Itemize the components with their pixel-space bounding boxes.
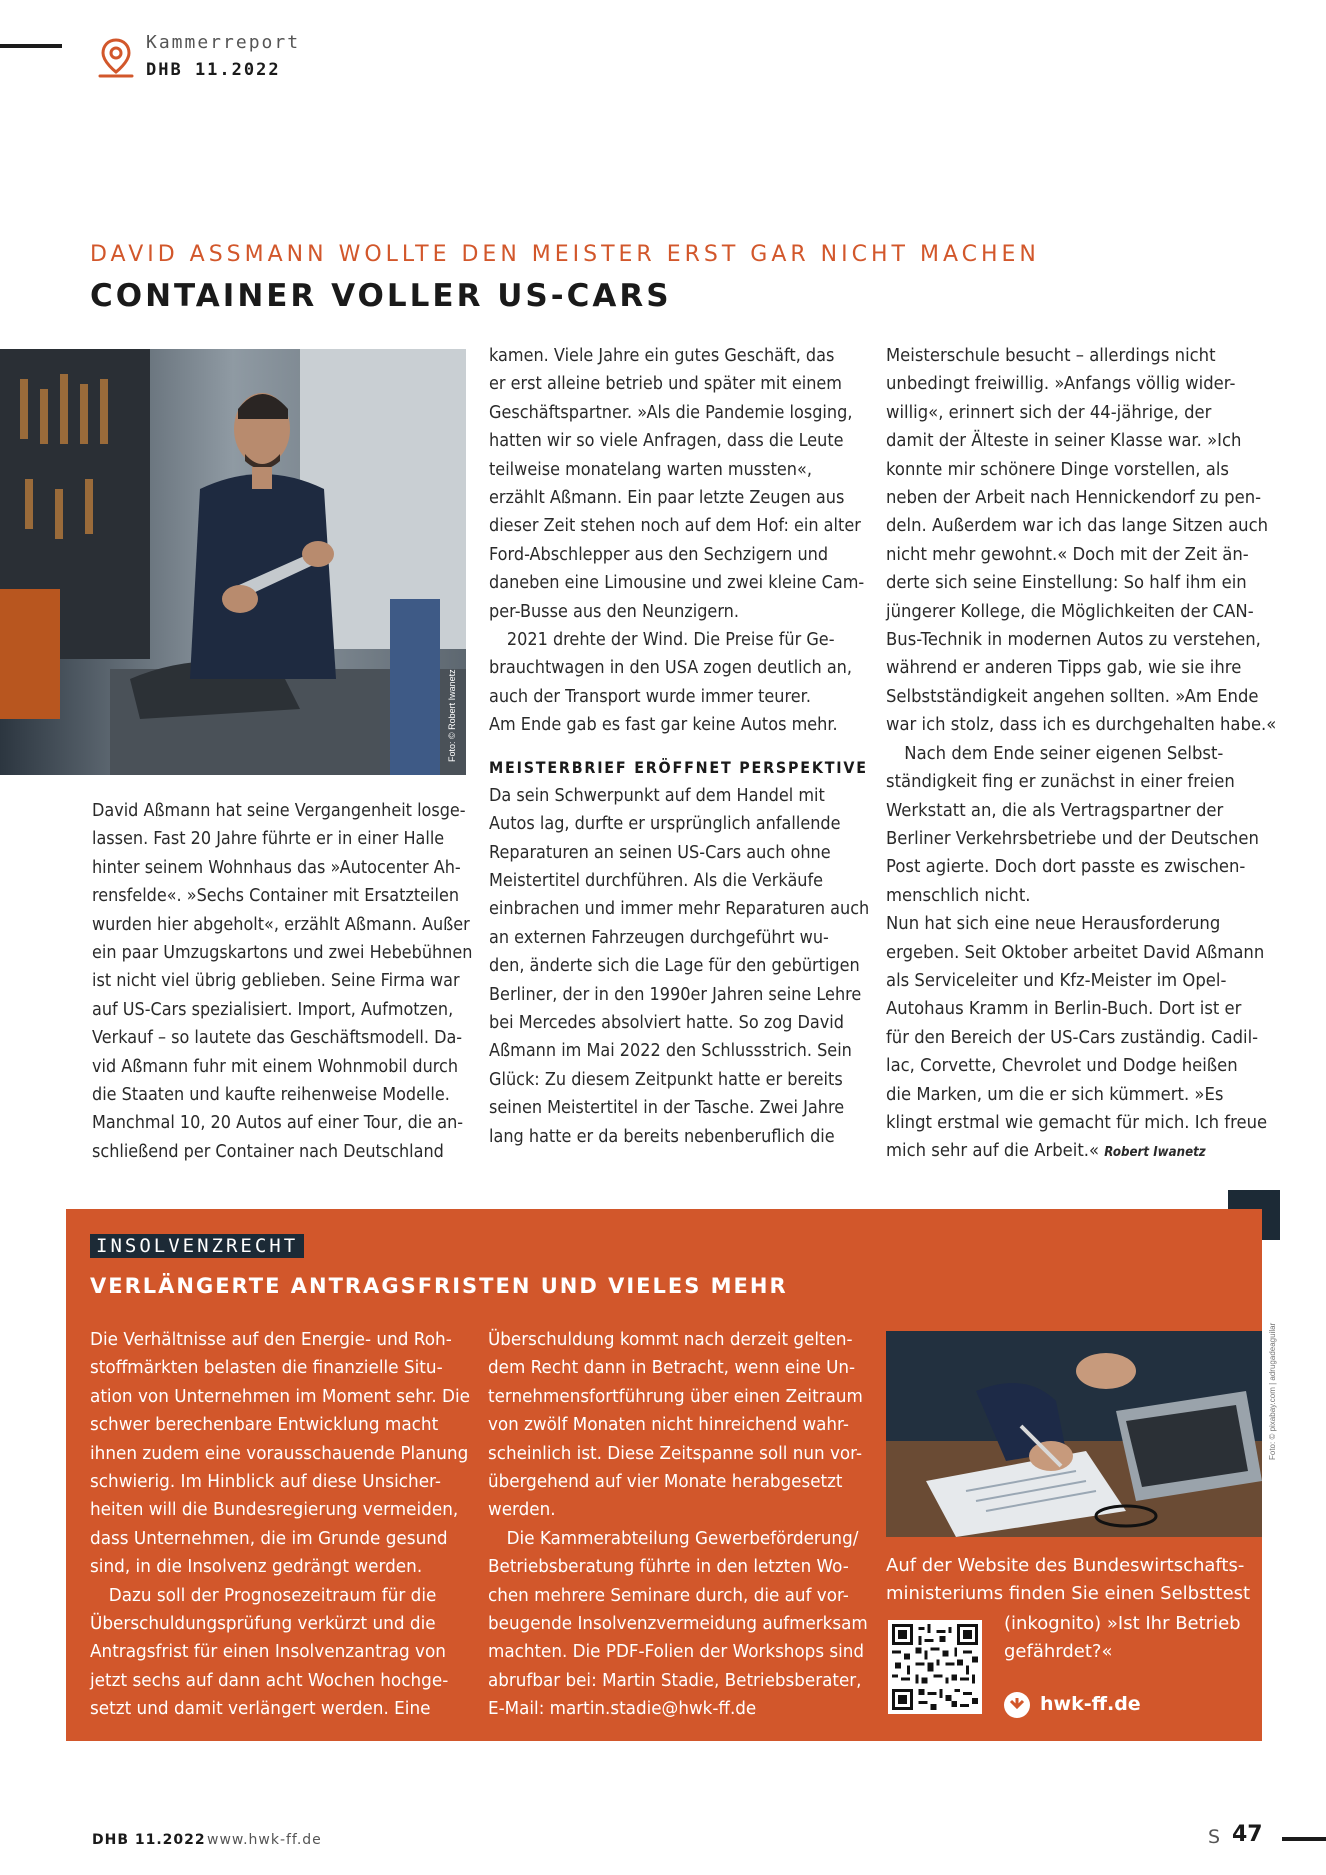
header-rule	[0, 44, 62, 48]
article-paragraph: Nun hat sich eine neue Herausforderung ergeben. Seit Oktober arbeitet David Aßmann als Serviceleiter und Kfz-Meister im Opel- Autohaus Kramm in Berlin-Buch. Dort ist er für den Bereich der US-Cars zuständig. Cadil- lac, Corvette, Chevrolet und Dodge heißen die Marken, um die er sich kümmert. »Es klingt erstmal wie gemacht für mich. Ich freue mich sehr auf die Arbeit.«	[886, 913, 1268, 1162]
footer-url[interactable]: www.hwk-ff.de	[207, 1832, 322, 1848]
article-photo	[0, 349, 466, 775]
article-kicker: DAVID ASSMANN WOLLTE DEN MEISTER ERST GAR NICHT MACHEN	[90, 242, 1040, 267]
article-photo-credit: Foto: © Robert Iwanetz	[447, 669, 457, 762]
box-tag: INSOLVENZRECHT	[90, 1234, 304, 1258]
box-column-2	[488, 1326, 868, 1724]
box-paragraph: Auf der Website des Bundeswirtschafts- ministeriums finden Sie einen Selbsttest	[886, 1555, 1251, 1605]
article-paragraph: kamen. Viele Jahre ein gutes Geschäft, das er erst alleine betrieb und später mit einem Geschäftspartner. »Als die Pandemie losging, hatten wir so viele Anfragen, dass die Leute teilweise monatelang warten mussten«, erzählt Aßmann. Ein paar letzte Zeugen aus dieser Zeit stehen noch auf dem Hof: ein alter Ford-Abschlepper aus den Sechzigern und daneben eine Limousine und zwei kleine Cam- per-Busse aus den Neunzigern.	[489, 345, 865, 622]
article-paragraph: David Aßmann hat seine Vergangenheit losge- lassen. Fast 20 Jahre führte er in einer Halle hinter seinem Wohnhaus das »Autocenter Ah- rensfelde«. »Sechs Container mit Ersatzteilen wurden hier abgeholt«, erzählt Aßmann. Außer ein paar Umzugskartons und zwei Hebebühnen ist nicht viel übrig geblieben. Seine Firma war auf US-Cars spezialisiert. Import, Aufmotzen, Verkauf – so lautete das Geschäftsmodell. Da- vid Aßmann fuhr mit einem Wohnmobil durch die Staaten und kaufte reihenweise Modelle. Manchmal 10, 20 Autos auf einer Tour, die an- schließend per Container nach Deutschland	[92, 800, 473, 1162]
box-column-3	[886, 1552, 1250, 1609]
issue-label: DHB 11.2022	[146, 60, 281, 80]
location-pin-icon	[96, 36, 136, 80]
article-column-1	[92, 797, 472, 1166]
article-column-2	[489, 342, 869, 1151]
box-paragraph: Die Kammerabteilung Gewerbeförderung/ Betriebsberatung führte in den letzten Wo- chen mehrere Seminare durch, die auf vor- beugende Insolvenzvermeidung aufmerksam machten. Die PDF-Folien der Workshops sind abrufbar bei: Martin Stadie, Betriebsberater, E-Mail: martin.stadie@hwk-ff.de	[488, 1527, 868, 1720]
article-column-3	[886, 342, 1276, 1168]
article-subhead: MEISTERBRIEF ERÖFFNET PERSPEKTIVE	[489, 757, 868, 777]
section-label: Kammerreport	[146, 32, 301, 53]
website-link[interactable]: hwk-ff.de	[1040, 1693, 1141, 1715]
box-paragraph: Dazu soll der Prognosezeitraum für die Überschuldungsprüfung verkürzt und die Antragsfrist für einen Insolvenzantrag von jetzt sechs auf dann acht Wochen hochge- setzt und damit verlängert werden. Eine	[90, 1584, 449, 1720]
page-number: 47	[1232, 1822, 1263, 1847]
qr-code[interactable]	[888, 1620, 982, 1714]
article-headline: CONTAINER VOLLER US-CARS	[90, 278, 672, 314]
box-photo	[886, 1331, 1262, 1537]
box-headline: VERLÄNGERTE ANTRAGSFRISTEN UND VIELES MEHR	[90, 1274, 788, 1298]
page-prefix: S	[1208, 1826, 1221, 1848]
article-author: Robert Iwanetz	[1104, 1145, 1206, 1161]
article-paragraph: Nach dem Ende seiner eigenen Selbst- ständigkeit fing er zunächst in einer freien Werkstatt an, die als Vertragspartner der Berliner Verkehrsbetriebe und der Deutschen Post agierte. Doch dort passte es zwischen- menschlich nicht.	[886, 742, 1259, 906]
article-paragraph: Meisterschule besucht – allerdings nicht unbedingt freiwillig. »Anfangs völlig wider- willig«, erinnert sich der 44-jährige, der damit der Älteste in seiner Klasse war. »Ich konnte mir schönere Dinge vorstellen, als neben der Arbeit nach Hennickendorf zu pen- deln. Außerdem war ich das lange Sitzen auch nicht mehr gewohnt.« Doch mit der Zeit än- derte sich seine Einstellung: So half ihm ein jüngerer Kollege, die Möglichkeiten der CAN- Bus-Technik in modernen Autos zu verstehen, während er anderen Tipps gab, wie sie ihre Selbstständigkeit angehen sollten. »Am Ende war ich stolz, dass ich es durchgehalten habe.«	[886, 345, 1277, 736]
box-paragraph: (inkognito) »Ist Ihr Betrieb gefährdet?«	[1004, 1613, 1241, 1663]
footer-issue: DHB 11.2022	[92, 1832, 206, 1848]
box-qr-caption	[1004, 1610, 1241, 1667]
footer-rule	[1282, 1837, 1326, 1841]
box-paragraph: Die Verhältnisse auf den Energie- und Roh- stoffmärkten belasten die finanzielle Situ- ation von Unternehmen im Moment sehr. Die schwer berechenbare Entwicklung macht ihnen zudem eine vorausschauende Planung schwierig. Im Hinblick auf diese Unsicher- heiten will die Bundesregierung vermeiden, dass Unternehmen, die im Grunde gesund sind, in die Insolvenz gedrängt werden.	[90, 1329, 471, 1578]
article-paragraph: 2021 drehte der Wind. Die Preise für Ge- brauchtwagen in den USA zogen deutlich an, auch der Transport wurde immer teurer. Am Ende gab es fast gar keine Autos mehr.	[489, 629, 852, 736]
box-paragraph: Überschuldung kommt nach derzeit gelten- dem Recht dann in Betracht, wenn eine Un- ternehmensfortführung über einen Zeitraum von zwölf Monaten nicht hinreichend wahr- scheinlich ist. Diese Zeitspanne soll nun vor- übergehend auf vier Monate herabgesetzt werden.	[488, 1329, 863, 1521]
article-paragraph: Da sein Schwerpunkt auf dem Handel mit Autos lag, durfte er ursprünglich anfallende Reparaturen an seinen US-Cars auch ohne Meistertitel durchführen. Als die Verkäufe einbrachen und immer mehr Reparaturen auch an externen Fahrzeugen durchgeführt wu- den, änderte sich die Lage für den gebürtigen Berliner, der in den 1990er Jahren seine Lehre bei Mercedes absolviert hatte. So zog David Aßmann im Mai 2022 den Schlussstrich. Sein Glück: Zu diesem Zeitpunkt hatte er bereits seinen Meistertitel in der Tasche. Zwei Jahre lang hatte er da bereits nebenberuflich die	[489, 784, 870, 1147]
arrow-icon	[1004, 1692, 1030, 1718]
box-photo-credit: Foto: © pixabay.com | adrugadeaguilar	[1268, 1322, 1277, 1460]
box-column-1	[90, 1326, 470, 1724]
